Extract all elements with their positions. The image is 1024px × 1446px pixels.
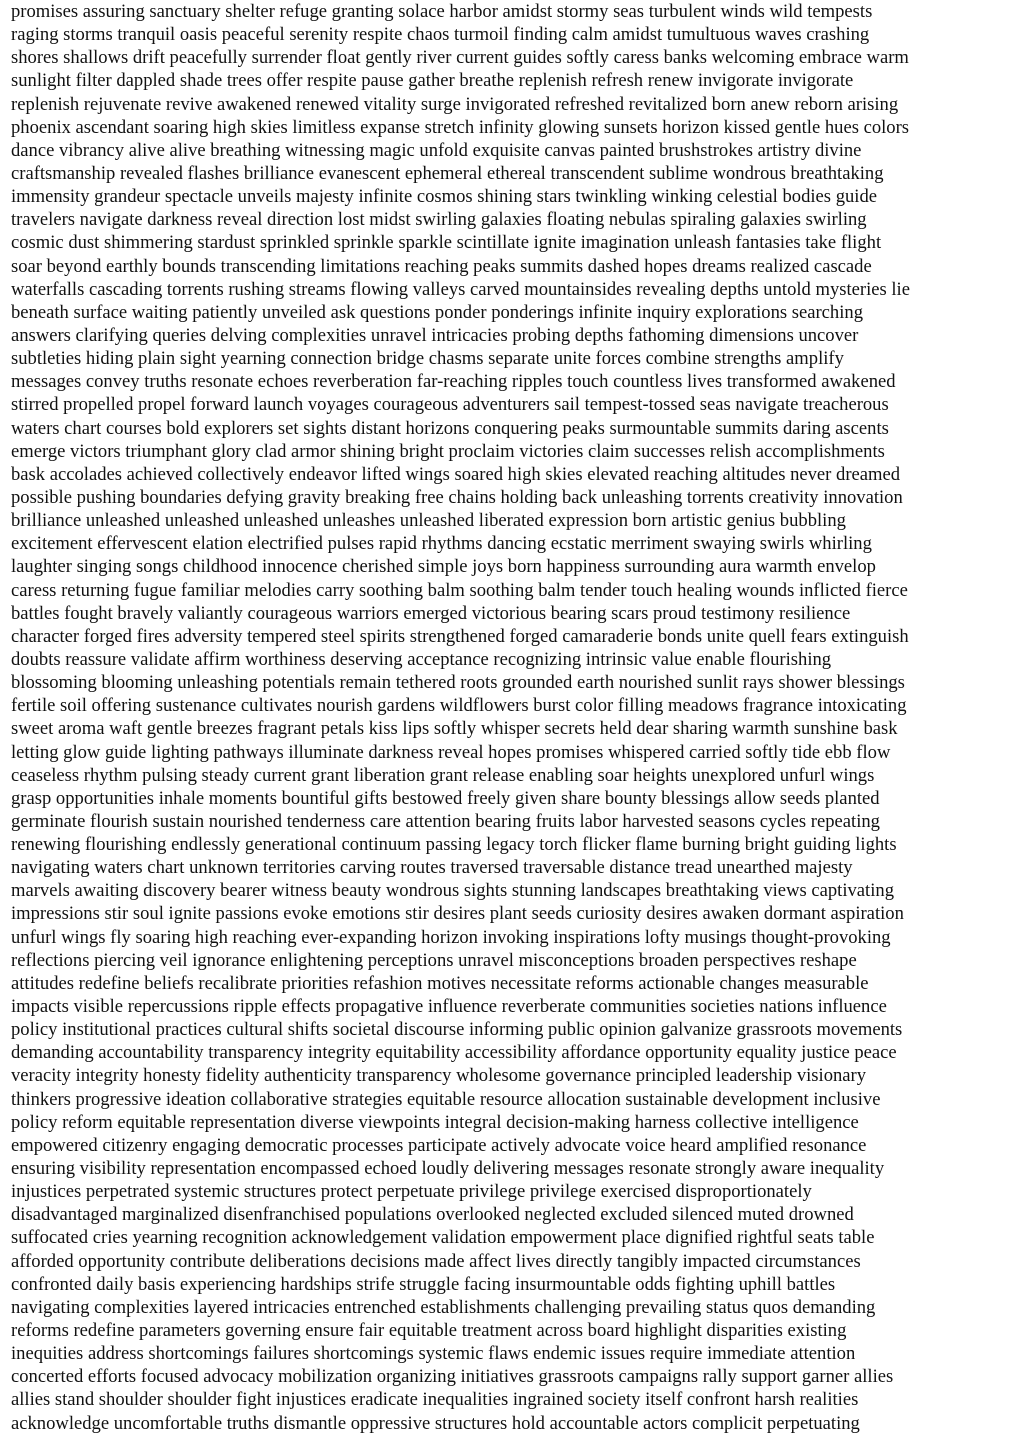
text-line: navigating waters chart unknown territories carving routes traversed traversable distance tread unearthed majesty — [11, 857, 853, 879]
text-line: doubts reassure validate affirm worthiness deserving acceptance recognizing intrinsic value enable flourishing — [11, 648, 832, 670]
text-line: reforms redefine parameters governing ensure fair equitable treatment across board highlight disparities existing — [11, 1320, 847, 1342]
text-line: impacts visible repercussions ripple effects propagative influence reverberate communities societies nations influence — [11, 996, 887, 1018]
text-line: blossoming blooming unleashing potentials remain tethered roots grounded earth nourished sunlit rays shower blessings — [11, 672, 905, 694]
text-line: ceaseless rhythm pulsing steady current grant liberation grant release enabling soar heights unexplored unfurl wings — [11, 764, 875, 786]
text-line: battles fought bravely valiantly courageous warriors emerged victorious bearing scars proud testimony resilience — [11, 602, 851, 624]
text-line: thinkers progressive ideation collaborative strategies equitable resource allocation sustainable development inclusive — [11, 1088, 881, 1110]
text-line: shores shallows drift peacefully surrender float gently river current guides softly caress banks welcoming embrace warm — [11, 47, 909, 69]
text-line: allies stand shoulder shoulder fight injustices eradicate inequalities ingrained society itself confront harsh realities — [11, 1389, 859, 1411]
text-line: dance vibrancy alive alive breathing witnessing magic unfold exquisite canvas painted brushstrokes artistry divine — [11, 139, 862, 161]
text-line: character forged fires adversity tempered steel spirits strengthened forged camaraderie bonds unite quell fears extinguish — [11, 625, 909, 647]
text-line: suffocated cries yearning recognition acknowledgement validation empowerment place dignified rightful seats table — [11, 1227, 875, 1249]
text-line: messages convey truths resonate echoes reverberation far-reaching ripples touch countless lives transformed awakened — [11, 371, 896, 393]
text-line: veracity integrity honesty fidelity authenticity transparency wholesome governance principled leadership visionary — [11, 1065, 867, 1087]
text-line: excitement effervescent elation electrified pulses rapid rhythms dancing ecstatic merriment swaying swirls whirling — [11, 533, 872, 555]
text-line: craftsmanship revealed flashes brilliance evanescent ephemeral ethereal transcendent sublime wondrous breathtaking — [11, 162, 884, 184]
text-line: travelers navigate darkness reveal direction lost midst swirling galaxies floating nebulas spiraling galaxies swirling — [11, 209, 867, 231]
text-line: unfurl wings fly soaring high reaching ever-expanding horizon invoking inspirations lofty musings thought-provoking — [11, 926, 891, 948]
text-line: answers clarifying queries delving complexities unravel intricacies probing depths fathoming dimensions uncover — [11, 324, 859, 346]
text-line: cosmic dust shimmering stardust sprinkled sprinkle sparkle scintillate ignite imagination unleash fantasies take flight — [11, 232, 882, 254]
text-line: attitudes redefine beliefs recalibrate priorities refashion motives necessitate reforms actionable changes measurable — [11, 972, 869, 994]
text-line: promises assuring sanctuary shelter refuge granting solace harbor amidst stormy seas turbulent winds wild tempests — [11, 1, 873, 22]
text-line: empowered citizenry engaging democratic processes participate actively advocate voice heard amplified resonance — [11, 1134, 867, 1156]
text-line: disadvantaged marginalized disenfranchised populations overlooked neglected excluded silenced muted drowned — [11, 1204, 854, 1226]
text-line: soar beyond earthly bounds transcending limitations reaching peaks summits dashed hopes dreams realized cascade — [11, 255, 872, 277]
text-line: renewing flourishing endlessly generational continuum passing legacy torch flicker flame burning bright guiding lights — [11, 834, 897, 856]
text-line: waterfalls cascading torrents rushing streams flowing valleys carved mountainsides revealing depths untold mysteries lie — [11, 278, 910, 300]
text-line: policy institutional practices cultural shifts societal discourse informing public opinion galvanize grassroots movements — [11, 1019, 903, 1041]
text-line: acknowledge uncomfortable truths dismantle oppressive structures hold accountable actors complicit perpetuating — [11, 1412, 860, 1434]
text-line: navigating complexities layered intricacies entrenched establishments challenging prevailing status quos demanding — [11, 1296, 876, 1318]
text-line: demanding accountability transparency integrity equitability accessibility affordance opportunity equality justice peace — [11, 1042, 897, 1064]
text-line: injustices perpetrated systemic structures protect perpetuate privilege privilege exercised disproportionately — [11, 1181, 812, 1203]
text-line: concerted efforts focused advocacy mobilization organizing initiatives grassroots campaigns rally support garner allies — [11, 1366, 894, 1388]
text-line: inequities address shortcomings failures shortcomings systemic flaws endemic issues require immediate attention — [11, 1343, 856, 1365]
text-line: brilliance unleashed unleashed unleashed unleashes unleashed liberated expression born artistic genius bubbling — [11, 510, 846, 532]
text-line: sweet aroma waft gentle breezes fragrant petals kiss lips softly whisper secrets held dear sharing warmth sunshine bask — [11, 718, 898, 740]
text-line: laughter singing songs childhood innocence cherished simple joys born happiness surrounding aura warmth envelop — [11, 556, 876, 578]
text-line: letting glow guide lighting pathways illuminate darkness reveal hopes promises whispered carried softly tide ebb flow — [11, 741, 891, 763]
text-line: immensity grandeur spectacle unveils majesty infinite cosmos shining stars twinkling winking celestial bodies guide — [11, 186, 877, 208]
text-line: raging storms tranquil oasis peaceful serenity respite chaos turmoil finding calm amidst tumultuous waves crashing — [11, 24, 870, 46]
text-line: replenish rejuvenate revive awakened renewed vitality surge invigorated refreshed revitalized born anew reborn arising — [11, 93, 899, 115]
text-line: confronted daily basis experiencing hardships strife struggle facing insurmountable odds fighting uphill battles — [11, 1273, 836, 1295]
text-line: reflections piercing veil ignorance enlightening perceptions unravel misconceptions broaden perspectives reshape — [11, 949, 857, 971]
text-line: policy reform equitable representation diverse viewpoints integral decision-making harness collective intelligence — [11, 1111, 859, 1133]
text-line: marvels awaiting discovery bearer witness beauty wondrous sights stunning landscapes breathtaking views captivating — [11, 880, 894, 902]
body-text — [11, 0, 1024, 1435]
text-line: subtleties hiding plain sight yearning connection bridge chasms separate unite forces combine strengths amplify — [11, 348, 844, 370]
text-line: afforded opportunity contribute deliberations decisions made affect lives directly tangibly impacted circumstances — [11, 1250, 861, 1272]
text-line: grasp opportunities inhale moments bountiful gifts bestowed freely given share bounty blessings allow seeds planted — [11, 787, 880, 809]
text-line: waters chart courses bold explorers set sights distant horizons conquering peaks surmountable summits daring ascents — [11, 417, 889, 439]
text-line: phoenix ascendant soaring high skies limitless expanse stretch infinity glowing sunsets horizon kissed gentle hues colors — [11, 116, 910, 138]
text-line: sunlight filter dappled shade trees offer respite pause gather breathe replenish refresh renew invigorate invigorate — [11, 70, 854, 92]
text-line: stirred propelled propel forward launch voyages courageous adventurers sail tempest-tossed seas navigate treacherous — [11, 394, 889, 416]
text-line: bask accolades achieved collectively endeavor lifted wings soared high skies elevated reaching altitudes never dreamed — [11, 463, 901, 485]
text-line: fertile soil offering sustenance cultivates nourish gardens wildflowers burst color filling meadows fragrance intoxicating — [11, 695, 907, 717]
text-line: ensuring visibility representation encompassed echoed loudly delivering messages resonate strongly aware inequality — [11, 1158, 885, 1180]
text-line: germinate flourish sustain nourished tenderness care attention bearing fruits labor harvested seasons cycles repeating — [11, 810, 880, 832]
text-line: caress returning fugue familiar melodies carry soothing balm soothing balm tender touch healing wounds inflicted fierce — [11, 579, 908, 601]
text-line: emerge victors triumphant glory clad armor shining bright proclaim victories claim successes relish accomplishments — [11, 440, 885, 462]
text-line: possible pushing boundaries defying gravity breaking free chains holding back unleashing torrents creativity innovation — [11, 486, 903, 508]
text-line: beneath surface waiting patiently unveiled ask questions ponder ponderings infinite inquiry explorations searching — [11, 301, 863, 323]
text-line: impressions stir soul ignite passions evoke emotions stir desires plant seeds curiosity desires awaken dormant aspiration — [11, 903, 904, 925]
